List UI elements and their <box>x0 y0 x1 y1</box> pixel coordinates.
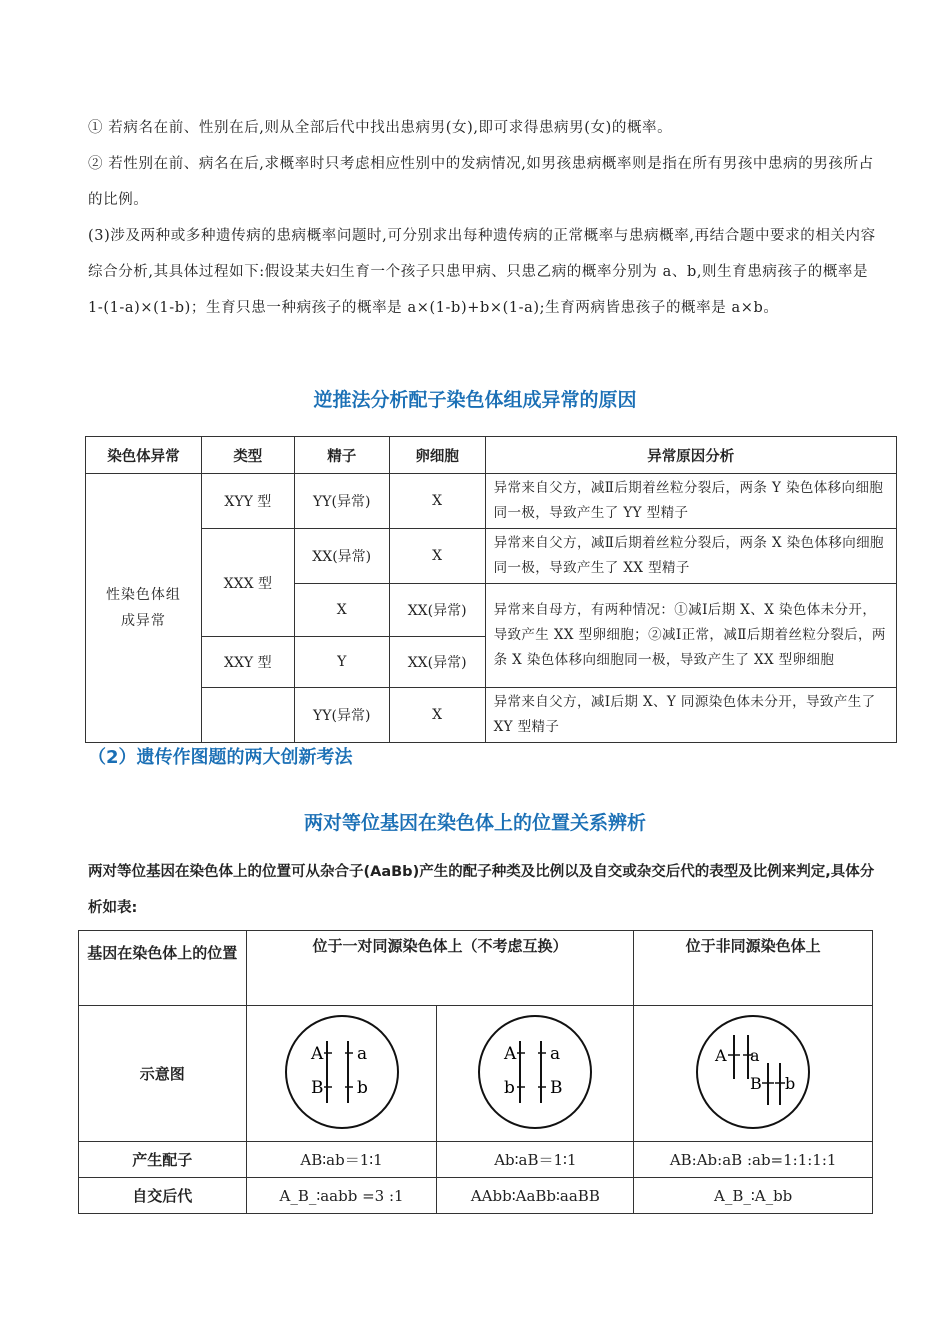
category-cell <box>86 474 202 743</box>
diagram-label: A <box>504 1043 517 1064</box>
diagram-label: A <box>310 1043 323 1064</box>
sperm-cell: YY(异常) <box>294 474 389 529</box>
header-cell: 精子 <box>294 437 389 474</box>
sperm-cell: YY(异常) <box>294 688 389 743</box>
sperm-cell: XX(异常) <box>294 529 389 584</box>
type-cell <box>201 688 294 743</box>
table-row <box>79 1142 873 1178</box>
section1-title: 逆推法分析配子染色体组成异常的原因 <box>313 389 637 411</box>
section2-title: （2）遗传作图题的两大创新考法 <box>88 747 353 768</box>
egg-cell: X <box>389 529 485 584</box>
table-row <box>79 1178 873 1214</box>
table-header-row <box>86 437 897 474</box>
gene-position-table <box>78 930 873 1214</box>
selfing-cell: A_B_∶A_bb <box>634 1178 873 1214</box>
header-cell: 染色体异常 <box>86 437 202 474</box>
category-label: 性染色体组成异常 <box>105 587 181 629</box>
diagram-cell-linked-Ab <box>437 1006 634 1142</box>
diagram-label: B <box>310 1077 324 1098</box>
analysis-cell: 异常来自父方，减Ⅱ后期着丝粒分裂后，两条 Y 染色体移向细胞同一极，导致产生了 YY 型精子 <box>485 474 896 529</box>
section3-intro: 两对等位基因在染色体上的位置可从杂合子(AaBb)产生的配子种类及比例以及自交或杂交后代的表型及比例来判定,具体分析如表: <box>88 864 875 916</box>
egg-cell: X <box>389 474 485 529</box>
type-cell: XYY 型 <box>201 474 294 529</box>
sperm-cell: Y <box>294 637 389 688</box>
cell-diagram-1 <box>277 1009 407 1135</box>
diagram-label: B <box>750 1073 762 1093</box>
diagram-label: a <box>750 1045 760 1065</box>
diagram-cell-linked-AB <box>246 1006 437 1142</box>
type-cell: XXX 型 <box>201 529 294 637</box>
table-row <box>86 529 897 584</box>
table-row <box>86 474 897 529</box>
different-chromosome-header: 位于非同源染色体上 <box>634 931 873 1006</box>
header-cell: 卵细胞 <box>389 437 485 474</box>
egg-cell: XX(异常) <box>389 637 485 688</box>
same-chromosome-header: 位于一对同源染色体上（不考虑互换） <box>246 931 634 1006</box>
analysis-cell: 异常来自母方，有两种情况：①减Ⅰ后期 X、X 染色体未分开，导致产生 XX 型卵细胞；②减Ⅰ正常，减Ⅱ后期着丝粒分裂后，两条 X 染色体移向细胞同一极，导致产生了 XX 型卵细胞 <box>485 584 896 688</box>
diagram-row-label: 示意图 <box>79 1006 247 1142</box>
selfing-cell: AAbb∶AaBb∶aaBB <box>437 1178 634 1214</box>
table-header-row <box>79 931 873 1006</box>
header-cell: 异常原因分析 <box>485 437 896 474</box>
paragraph-3: (3)涉及两种或多种遗传病的患病概率问题时,可分别求出每种遗传病的正常概率与患病概率,再结合题中要求的相关内容综合分析,其具体过程如下:假设某夫妇生育一个孩子只患甲病、只患乙病的概率分别为 a、b,则生育患病孩子的概率是 1-(1-a)×(1-b)；生育只患一种病孩子的概率是 a×(1-b)+b×(1-a);生育两病皆患孩子的概率是 a×b。 <box>88 228 876 316</box>
gametes-row-label: 产生配子 <box>79 1142 247 1178</box>
gametes-cell: Ab∶aB＝1∶1 <box>437 1142 634 1178</box>
gametes-cell: AB:Ab:aB :ab=1:1:1:1 <box>634 1142 873 1178</box>
diagram-label: a <box>356 1043 367 1064</box>
analysis-cell: 异常来自父方，减Ⅰ后期 X、Y 同源染色体未分开，导致产生了 XY 型精子 <box>485 688 896 743</box>
selfing-cell: A_B_∶aabb =3 :1 <box>246 1178 437 1214</box>
cell-diagram-2 <box>470 1009 600 1135</box>
type-cell: XXY 型 <box>201 637 294 688</box>
gametes-cell: AB∶ab＝1∶1 <box>246 1142 437 1178</box>
table-row <box>79 1006 873 1142</box>
diagram-label: b <box>785 1073 796 1093</box>
table-row <box>86 688 897 743</box>
diagram-label: b <box>504 1077 516 1098</box>
egg-cell: X <box>389 688 485 743</box>
paragraph-2: ② 若性别在前、病名在后,求概率时只考虑相应性别中的发病情况,如男孩患病概率则是指在所有男孩中患病的男孩所占的比例。 <box>88 156 874 208</box>
diagram-label: b <box>356 1077 368 1098</box>
selfing-row-label: 自交后代 <box>79 1178 247 1214</box>
section3-title: 两对等位基因在染色体上的位置关系辨析 <box>303 812 646 834</box>
diagram-label: B <box>550 1077 563 1098</box>
diagram-label: a <box>550 1043 561 1064</box>
diagram-cell-independent <box>634 1006 873 1142</box>
header-cell: 类型 <box>201 437 294 474</box>
diagram-label: A <box>715 1045 727 1065</box>
egg-cell: XX(异常) <box>389 584 485 637</box>
analysis-cell: 异常来自父方，减Ⅱ后期着丝粒分裂后，两条 X 染色体移向细胞同一极，导致产生了 XX 型精子 <box>485 529 896 584</box>
abnormal-chromosome-table <box>85 436 897 743</box>
cell-diagram-3 <box>688 1009 818 1135</box>
position-header: 基因在染色体上的位置 <box>79 931 247 1006</box>
paragraph-1: ① 若病名在前、性别在后,则从全部后代中找出患病男(女),即可求得患病男(女)的概率。 <box>88 120 673 136</box>
sperm-cell: X <box>294 584 389 637</box>
